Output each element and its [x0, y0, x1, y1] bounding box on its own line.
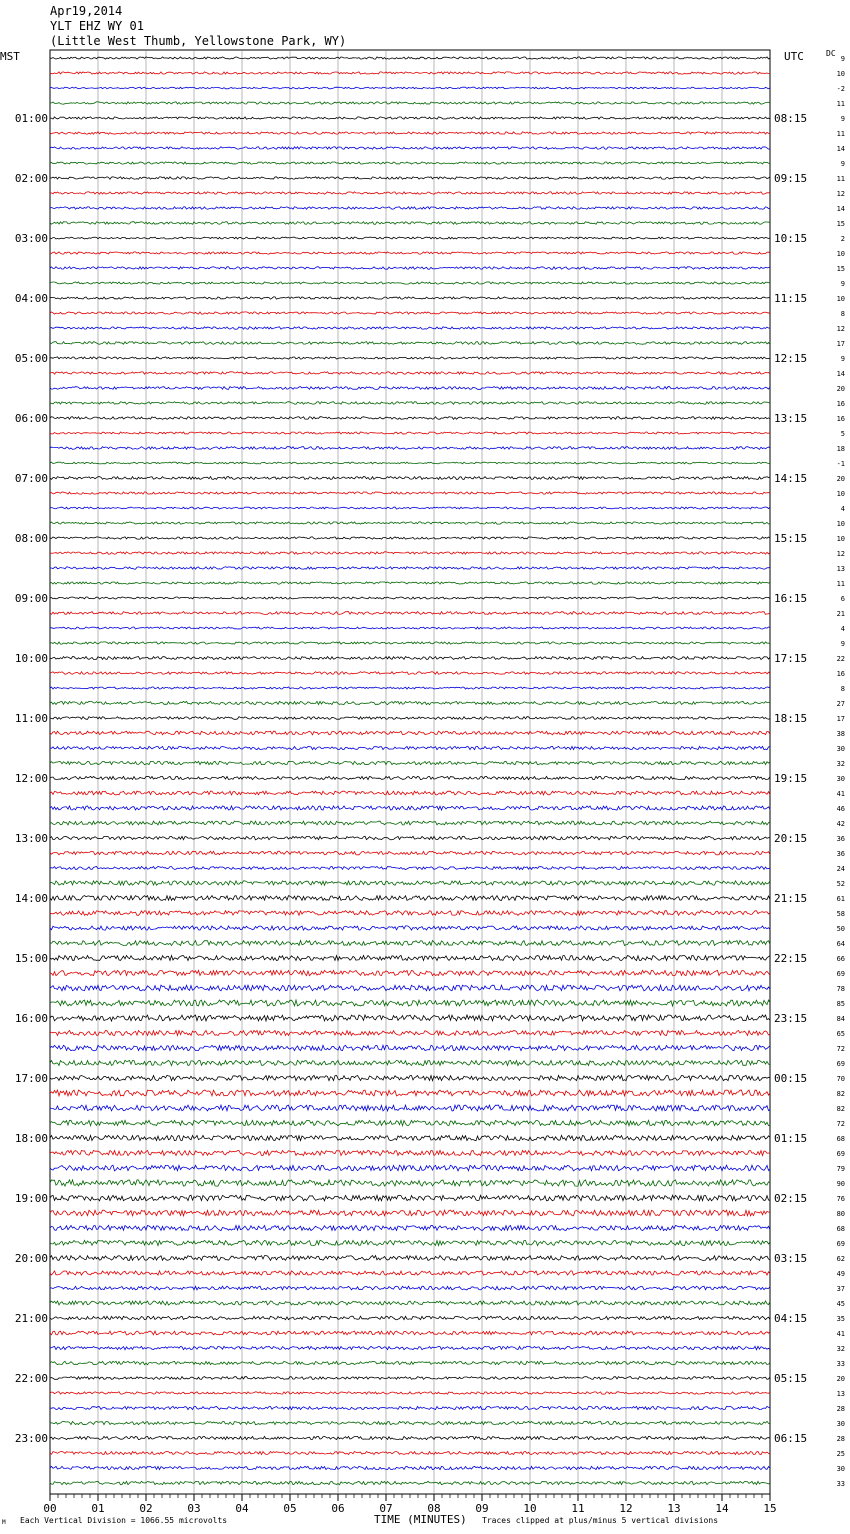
- utc-hour-label: 06:15: [774, 1432, 808, 1445]
- dc-offset-value: 46: [836, 805, 845, 813]
- mst-hour-label: 03:00: [14, 232, 48, 245]
- x-tick-label: 14: [715, 1502, 729, 1515]
- dc-offset-value: 5: [840, 430, 845, 438]
- mst-hour-label: 11:00: [14, 712, 48, 725]
- dc-offset-value: 41: [836, 790, 845, 798]
- mst-hour-label: 14:00: [14, 892, 48, 905]
- seismic-trace: [50, 87, 770, 89]
- utc-hour-label: 03:15: [774, 1252, 808, 1265]
- seismic-trace: [50, 1060, 770, 1065]
- dc-offset-value: 28: [836, 1435, 845, 1443]
- dc-offset-value: 69: [836, 1060, 845, 1068]
- dc-offset-labels: [837, 55, 845, 1488]
- seismic-trace: [50, 1075, 770, 1080]
- dc-offset-value: 2: [840, 235, 845, 243]
- dc-offset-value: 70: [836, 1075, 845, 1083]
- seismic-trace: [50, 417, 770, 420]
- seismic-trace: [50, 687, 770, 689]
- dc-offset-value: 37: [836, 1285, 845, 1293]
- x-tick-label: 11: [571, 1502, 585, 1515]
- seismic-trace: [50, 402, 770, 405]
- seismic-trace: [50, 342, 770, 345]
- dc-offset-value: 82: [836, 1090, 845, 1098]
- seismic-trace: [50, 1120, 770, 1125]
- x-tick-label: 01: [91, 1502, 105, 1515]
- seismic-trace: [50, 1377, 770, 1380]
- seismic-trace: [50, 701, 770, 704]
- seismic-trace: [50, 612, 770, 615]
- utc-hour-label: 17:15: [774, 652, 808, 665]
- x-tick-label: 00: [43, 1502, 57, 1515]
- x-tick-label: 07: [379, 1502, 393, 1515]
- dc-offset-value: 36: [836, 835, 845, 843]
- x-tick-label: 13: [667, 1502, 681, 1515]
- seismic-trace: [50, 177, 770, 179]
- scale-note: Each Vertical Division = 1066.55 microvolts: [20, 1516, 228, 1525]
- dc-offset-value: 33: [836, 1360, 845, 1368]
- seismic-trace: [50, 1225, 770, 1230]
- seismic-trace: [50, 237, 770, 239]
- seismic-trace: [50, 1105, 770, 1111]
- seismic-trace: [50, 1256, 770, 1261]
- seismic-trace: [50, 970, 770, 975]
- x-tick-label: 04: [235, 1502, 249, 1515]
- seismic-trace: [50, 1090, 770, 1096]
- seismic-trace: [50, 1180, 770, 1186]
- x-tick-label: 05: [283, 1502, 297, 1515]
- utc-hour-label: 18:15: [774, 712, 808, 725]
- dc-offset-value: 9: [840, 115, 845, 123]
- seismic-trace: [50, 1286, 770, 1290]
- mst-hour-label: 17:00: [14, 1072, 48, 1085]
- dc-offset-value: 14: [836, 145, 845, 153]
- seismic-trace: [50, 791, 770, 795]
- seismic-trace: [50, 1406, 770, 1409]
- x-axis-ticks: [43, 1494, 776, 1515]
- seismic-trace: [50, 132, 770, 134]
- seismic-trace: [50, 1150, 770, 1155]
- dc-offset-value: 9: [840, 355, 845, 363]
- seismic-trace: [50, 162, 770, 164]
- x-tick-label: 08: [427, 1502, 441, 1515]
- mst-hour-label: 16:00: [14, 1012, 48, 1025]
- dc-offset-value: 11: [836, 100, 845, 108]
- seismic-trace: [50, 1346, 770, 1349]
- seismic-trace: [50, 1000, 770, 1006]
- dc-offset-value: 20: [836, 1375, 845, 1383]
- seismic-trace: [50, 1135, 770, 1140]
- seismic-trace: [50, 72, 770, 74]
- dc-label: DC: [826, 49, 836, 58]
- dc-offset-value: 9: [840, 160, 845, 168]
- seismic-trace: [50, 881, 770, 885]
- dc-offset-value: 84: [836, 1015, 845, 1023]
- seismic-trace: [50, 672, 770, 675]
- dc-offset-value: 32: [836, 760, 845, 768]
- seismic-trace: [50, 761, 770, 764]
- seismic-trace: [50, 207, 770, 209]
- seismic-trace: [50, 1466, 770, 1469]
- seismic-trace: [50, 1421, 770, 1424]
- utc-hour-label: 16:15: [774, 592, 808, 605]
- dc-offset-value: 13: [836, 1390, 845, 1398]
- seismic-trace: [50, 357, 770, 359]
- seismic-trace: [50, 851, 770, 855]
- mst-hour-label: 05:00: [14, 352, 48, 365]
- dc-offset-value: 65: [836, 1030, 845, 1038]
- seismic-trace: [50, 387, 770, 390]
- dc-offset-value: 22: [836, 655, 845, 663]
- utc-hour-label: 04:15: [774, 1312, 808, 1325]
- seismic-trace: [50, 537, 770, 539]
- dc-offset-value: 79: [836, 1165, 845, 1173]
- mst-hour-label: 19:00: [14, 1192, 48, 1205]
- mst-hour-label: 07:00: [14, 472, 48, 485]
- seismic-trace: [50, 867, 770, 870]
- dc-offset-value: 30: [836, 775, 845, 783]
- dc-offset-value: 90: [836, 1180, 845, 1188]
- dc-offset-value: 49: [836, 1270, 845, 1278]
- seismic-trace: [50, 372, 770, 374]
- x-tick-label: 03: [187, 1502, 201, 1515]
- dc-offset-value: 85: [836, 1000, 845, 1008]
- dc-offset-value: 10: [836, 250, 845, 258]
- dc-offset-value: 69: [836, 970, 845, 978]
- seismic-trace: [50, 926, 770, 930]
- seismic-trace: [50, 1481, 770, 1484]
- seismic-trace: [50, 806, 770, 810]
- trace-group: [50, 57, 770, 1485]
- seismic-trace: [50, 956, 770, 961]
- seismic-trace: [50, 267, 770, 270]
- dc-offset-value: 9: [840, 640, 845, 648]
- mst-hour-label: 15:00: [14, 952, 48, 965]
- seismic-trace: [50, 1301, 770, 1305]
- seismic-trace: [50, 1015, 770, 1021]
- seismic-trace: [50, 282, 770, 284]
- mst-hour-label: 21:00: [14, 1312, 48, 1325]
- mst-hour-label: 20:00: [14, 1252, 48, 1265]
- dc-offset-value: 62: [836, 1255, 845, 1263]
- dc-offset-value: 72: [836, 1120, 845, 1128]
- dc-offset-value: 21: [836, 610, 845, 618]
- seismic-trace: [50, 642, 770, 644]
- utc-hour-label: 15:15: [774, 532, 808, 545]
- seismic-trace: [50, 836, 770, 840]
- dc-offset-value: 69: [836, 1150, 845, 1158]
- mst-hour-label: 18:00: [14, 1132, 48, 1145]
- right-zone-label: UTC: [784, 50, 804, 63]
- dc-offset-value: 12: [836, 190, 845, 198]
- dc-offset-value: 68: [836, 1135, 845, 1143]
- seismic-trace: [50, 297, 770, 299]
- seismic-trace: [50, 447, 770, 450]
- x-tick-label: 09: [475, 1502, 489, 1515]
- seismic-trace: [50, 117, 770, 119]
- seismic-trace: [50, 312, 770, 314]
- utc-hour-label: 12:15: [774, 352, 808, 365]
- dc-offset-value: 82: [836, 1105, 845, 1113]
- dc-offset-value: 12: [836, 325, 845, 333]
- seismic-trace: [50, 147, 770, 149]
- dc-offset-value: 28: [836, 1405, 845, 1413]
- mst-hour-label: 08:00: [14, 532, 48, 545]
- dc-offset-value: 10: [836, 70, 845, 78]
- dc-offset-value: 78: [836, 985, 845, 993]
- dc-offset-value: 52: [836, 880, 845, 888]
- utc-hour-label: 01:15: [774, 1132, 808, 1145]
- utc-hour-label: 09:15: [774, 172, 808, 185]
- seismic-trace: [50, 57, 770, 59]
- dc-offset-value: 15: [836, 220, 845, 228]
- dc-offset-value: -1: [836, 460, 845, 468]
- dc-offset-value: 11: [836, 130, 845, 138]
- utc-hour-labels: [774, 112, 807, 1445]
- seismic-trace: [50, 582, 770, 584]
- seismic-trace: [50, 911, 770, 916]
- dc-offset-value: 35: [836, 1315, 845, 1323]
- seismic-trace: [50, 327, 770, 329]
- corner-mark: M: [2, 1519, 6, 1526]
- utc-hour-label: 08:15: [774, 112, 808, 125]
- seismic-trace: [50, 1045, 770, 1050]
- seismic-trace: [50, 985, 770, 991]
- seismic-trace: [50, 507, 770, 509]
- dc-offset-value: 41: [836, 1330, 845, 1338]
- dc-offset-value: 25: [836, 1450, 845, 1458]
- seismic-trace: [50, 941, 770, 946]
- dc-offset-value: 10: [836, 520, 845, 528]
- x-tick-label: 12: [619, 1502, 633, 1515]
- dc-offset-value: 58: [836, 910, 845, 918]
- dc-offset-value: 4: [840, 625, 845, 633]
- dc-offset-value: 9: [840, 280, 845, 288]
- dc-offset-value: 27: [836, 700, 845, 708]
- dc-offset-value: 36: [836, 850, 845, 858]
- dc-offset-value: 80: [836, 1210, 845, 1218]
- x-axis-label: TIME (MINUTES): [374, 1513, 467, 1526]
- seismic-trace: [50, 1361, 770, 1364]
- dc-offset-value: 8: [840, 310, 845, 318]
- dc-offset-value: 66: [836, 955, 845, 963]
- header-location: (Little West Thumb, Yellowstone Park, WY): [50, 34, 347, 48]
- dc-offset-value: 18: [836, 445, 845, 453]
- seismic-trace: [50, 552, 770, 554]
- header-date: Apr19,2014: [50, 4, 123, 18]
- utc-hour-label: 00:15: [774, 1072, 808, 1085]
- mst-hour-labels: [15, 112, 48, 1445]
- mst-hour-label: 13:00: [14, 832, 48, 845]
- dc-offset-value: 11: [836, 580, 845, 588]
- dc-offset-value: 10: [836, 295, 845, 303]
- seismic-trace: [50, 896, 770, 901]
- seismic-trace: [50, 746, 770, 749]
- dc-offset-value: 13: [836, 565, 845, 573]
- seismic-trace: [50, 1392, 770, 1394]
- seismic-trace: [50, 627, 770, 629]
- dc-offset-value: 16: [836, 400, 845, 408]
- x-tick-label: 02: [139, 1502, 153, 1515]
- dc-offset-value: 68: [836, 1225, 845, 1233]
- dc-offset-value: 38: [836, 730, 845, 738]
- dc-offset-value: 50: [836, 925, 845, 933]
- dc-offset-value: 20: [836, 385, 845, 393]
- dc-offset-value: 20: [836, 475, 845, 483]
- seismic-trace: [50, 1271, 770, 1275]
- dc-offset-value: 30: [836, 1420, 845, 1428]
- dc-offset-value: 45: [836, 1300, 845, 1308]
- dc-offset-value: 61: [836, 895, 845, 903]
- seismic-trace: [50, 776, 770, 779]
- dc-offset-value: 17: [836, 715, 845, 723]
- mst-hour-label: 10:00: [14, 652, 48, 665]
- x-tick-label: 06: [331, 1502, 345, 1515]
- header-station: YLT EHZ WY 01: [50, 19, 144, 33]
- seismic-trace: [50, 1210, 770, 1216]
- dc-offset-value: 10: [836, 490, 845, 498]
- utc-hour-label: 22:15: [774, 952, 808, 965]
- x-tick-label: 10: [523, 1502, 537, 1515]
- dc-offset-value: 32: [836, 1345, 845, 1353]
- seismic-trace: [50, 462, 770, 464]
- mst-hour-label: 23:00: [14, 1432, 48, 1445]
- seismic-trace: [50, 1031, 770, 1036]
- dc-offset-value: 72: [836, 1045, 845, 1053]
- seismic-trace: [50, 432, 770, 434]
- seismic-trace: [50, 192, 770, 194]
- dc-offset-value: 42: [836, 820, 845, 828]
- utc-hour-label: 02:15: [774, 1192, 808, 1205]
- mst-hour-label: 06:00: [14, 412, 48, 425]
- seismic-trace: [50, 567, 770, 569]
- utc-hour-label: 13:15: [774, 412, 808, 425]
- dc-offset-value: 6: [840, 595, 845, 603]
- dc-offset-value: 12: [836, 550, 845, 558]
- seismic-trace: [50, 821, 770, 825]
- dc-offset-value: 17: [836, 340, 845, 348]
- clip-note: Traces clipped at plus/minus 5 vertical divisions: [482, 1516, 719, 1525]
- seismic-trace: [50, 492, 770, 494]
- dc-offset-value: 9: [840, 55, 845, 63]
- dc-offset-value: 10: [836, 535, 845, 543]
- utc-hour-label: 21:15: [774, 892, 808, 905]
- mst-hour-label: 22:00: [14, 1372, 48, 1385]
- seismic-trace: [50, 1452, 770, 1455]
- seismic-trace: [50, 717, 770, 720]
- utc-hour-label: 10:15: [774, 232, 808, 245]
- mst-hour-label: 01:00: [14, 112, 48, 125]
- dc-offset-value: 14: [836, 205, 845, 213]
- seismic-trace: [50, 1331, 770, 1335]
- utc-hour-label: 11:15: [774, 292, 808, 305]
- dc-offset-value: 30: [836, 1465, 845, 1473]
- seismic-trace: [50, 597, 770, 599]
- dc-offset-value: 11: [836, 175, 845, 183]
- mst-hour-label: 02:00: [14, 172, 48, 185]
- seismic-trace: [50, 252, 770, 254]
- utc-hour-label: 05:15: [774, 1372, 808, 1385]
- seismic-trace: [50, 731, 770, 735]
- seismic-trace: [50, 1316, 770, 1320]
- mst-hour-label: 04:00: [14, 292, 48, 305]
- x-tick-label: 15: [763, 1502, 777, 1515]
- seismic-trace: [50, 477, 770, 480]
- dc-offset-value: 16: [836, 415, 845, 423]
- seismic-trace: [50, 1195, 770, 1201]
- dc-offset-value: 4: [840, 505, 845, 513]
- mst-hour-label: 09:00: [14, 592, 48, 605]
- seismic-trace: [50, 1240, 770, 1245]
- utc-hour-label: 20:15: [774, 832, 808, 845]
- utc-hour-label: 14:15: [774, 472, 808, 485]
- seismic-trace: [50, 222, 770, 225]
- seismic-trace: [50, 1165, 770, 1171]
- dc-offset-value: 16: [836, 670, 845, 678]
- seismic-trace: [50, 657, 770, 660]
- utc-hour-label: 19:15: [774, 772, 808, 785]
- dc-offset-value: 33: [836, 1480, 845, 1488]
- seismic-trace: [50, 1436, 770, 1439]
- seismic-trace: [50, 522, 770, 524]
- dc-offset-value: 15: [836, 265, 845, 273]
- left-zone-label: MST: [0, 50, 20, 63]
- dc-offset-value: 24: [836, 865, 845, 873]
- dc-offset-value: 30: [836, 745, 845, 753]
- dc-offset-value: 76: [836, 1195, 845, 1203]
- dc-offset-value: 14: [836, 370, 845, 378]
- mst-hour-label: 12:00: [14, 772, 48, 785]
- dc-offset-value: 69: [836, 1240, 845, 1248]
- seismic-trace: [50, 102, 770, 104]
- utc-hour-label: 23:15: [774, 1012, 808, 1025]
- dc-offset-value: -2: [836, 85, 845, 93]
- dc-offset-value: 8: [840, 685, 845, 693]
- dc-offset-value: 64: [836, 940, 845, 948]
